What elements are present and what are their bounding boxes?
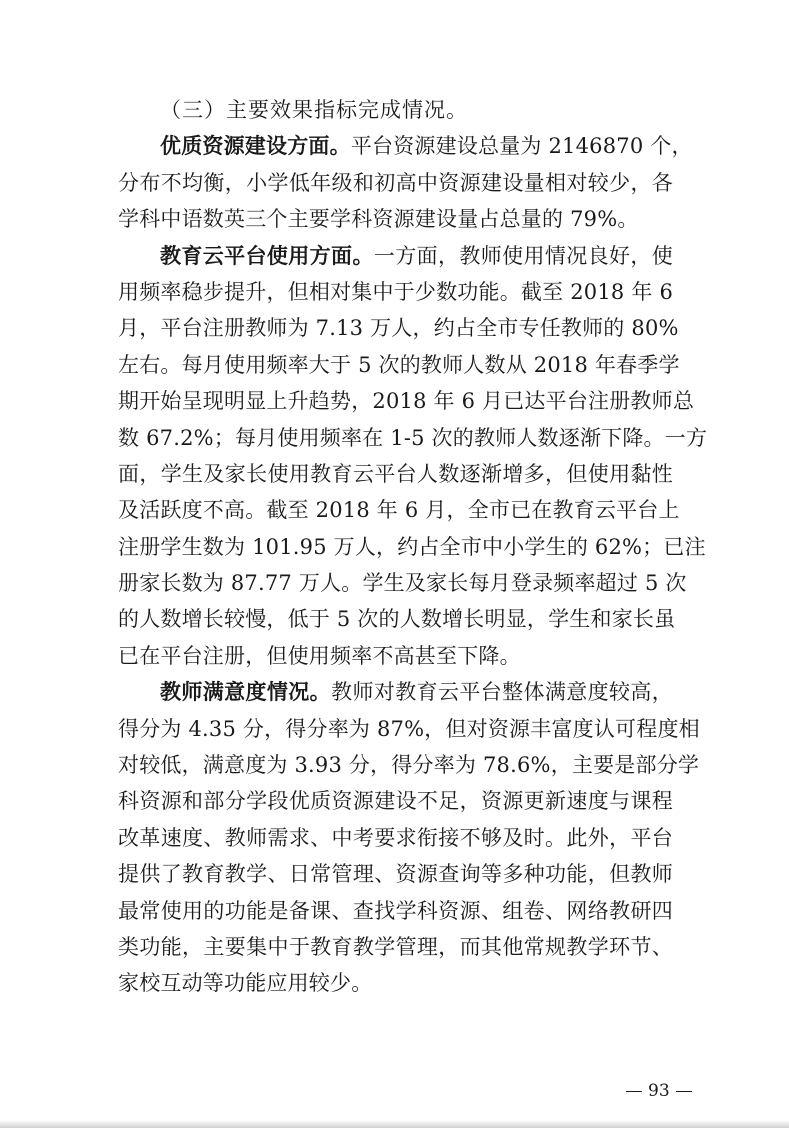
paragraph-3-line: 家校互动等功能应用较少。 [118,971,373,996]
paragraph-1-line: 分布不均衡，小学低年级和初高中资源建设量相对较少，各 [118,170,673,195]
paragraph-2-line: 月，平台注册教师为 7.13 万人，约占全市专任教师的 80% [118,316,679,341]
paragraph-2-line: 册家长数为 87.77 万人。学生及家长每月登录频率超过 5 次 [118,571,687,596]
paragraph-2-line: 注册学生数为 101.95 万人，约占全市中小学生的 62%；已注 [118,534,706,559]
paragraph-2-lead: 教育云平台使用方面。 [160,242,374,268]
paragraph-2-line: 左右。每月使用频率大于 5 次的教师人数从 2018 年春季学 [118,352,680,377]
paragraph-2-line: 面，学生及家长使用教育云平台人数逐渐增多，但使用黏性 [118,461,673,486]
paragraph-3-line: 改革速度、教师需求、中考要求衔接不够及时。此外，平台 [118,825,673,850]
paragraph-2-line: 已在平台注册，但使用频率不高甚至下降。 [118,643,521,668]
page-number-dash [626,1091,642,1092]
paragraph-2-line: 期开始呈现明显上升趋势，2018 年 6 月已达平台注册教师总 [118,389,695,414]
page-number [620,1081,698,1101]
paragraph-2-line: 用频率稳步提升，但相对集中于少数功能。截至 2018 年 6 [118,279,673,304]
paragraph-2-line: 的人数增长较慢，低于 5 次的人数增长明显，学生和家长虽 [118,607,676,632]
paragraph-2-line: 数 67.2%；每月使用频率在 1-5 次的教师人数逐渐下降。一方 [118,425,708,450]
section-heading: （三）主要效果指标完成情况。 [160,98,468,122]
paragraph-3-line-1: 教师满意度情况。教师对教育云平台整体满意度较高， [160,679,673,705]
body-text [118,92,708,1002]
paragraph-2-line: 及活跃度不高。截至 2018 年 6 月，全市已在教育云平台上 [118,498,680,523]
page-number-value: 93 [648,1081,670,1101]
paragraph-3-line: 提供了教育教学、日常管理、资源查询等多种功能，但教师 [118,862,673,887]
paragraph-3-line: 最常使用的功能是备课、查找学科资源、组卷、网络教研四 [118,898,673,923]
page-number-dash [676,1091,692,1092]
paragraph-2-line-1: 教育云平台使用方面。一方面，教师使用情况良好，使 [160,242,673,268]
paragraph-1-lead: 优质资源建设方面。 [160,133,351,159]
paragraph-1-line: 学科中语数英三个主要学科资源建设量占总量的 79%。 [118,207,639,232]
paragraph-3-line: 科资源和部分学段优质资源建设不足，资源更新速度与课程 [118,789,673,814]
page-bottom-shadow [0,1120,789,1128]
paragraph-3-line: 得分为 4.35 分，得分率为 87%，但对资源丰富度认可程度相 [118,716,700,741]
paragraph-3-line: 对较低，满意度为 3.93 分，得分率为 78.6%，主要是部分学 [118,753,700,778]
paragraph-3-lead: 教师满意度情况。 [160,679,332,705]
paragraph-3-line: 类功能，主要集中于教育教学管理，而其他常规教学环节、 [118,934,673,959]
paragraph-1-line-1: 优质资源建设方面。平台资源建设总量为 2146870 个， [160,133,693,159]
